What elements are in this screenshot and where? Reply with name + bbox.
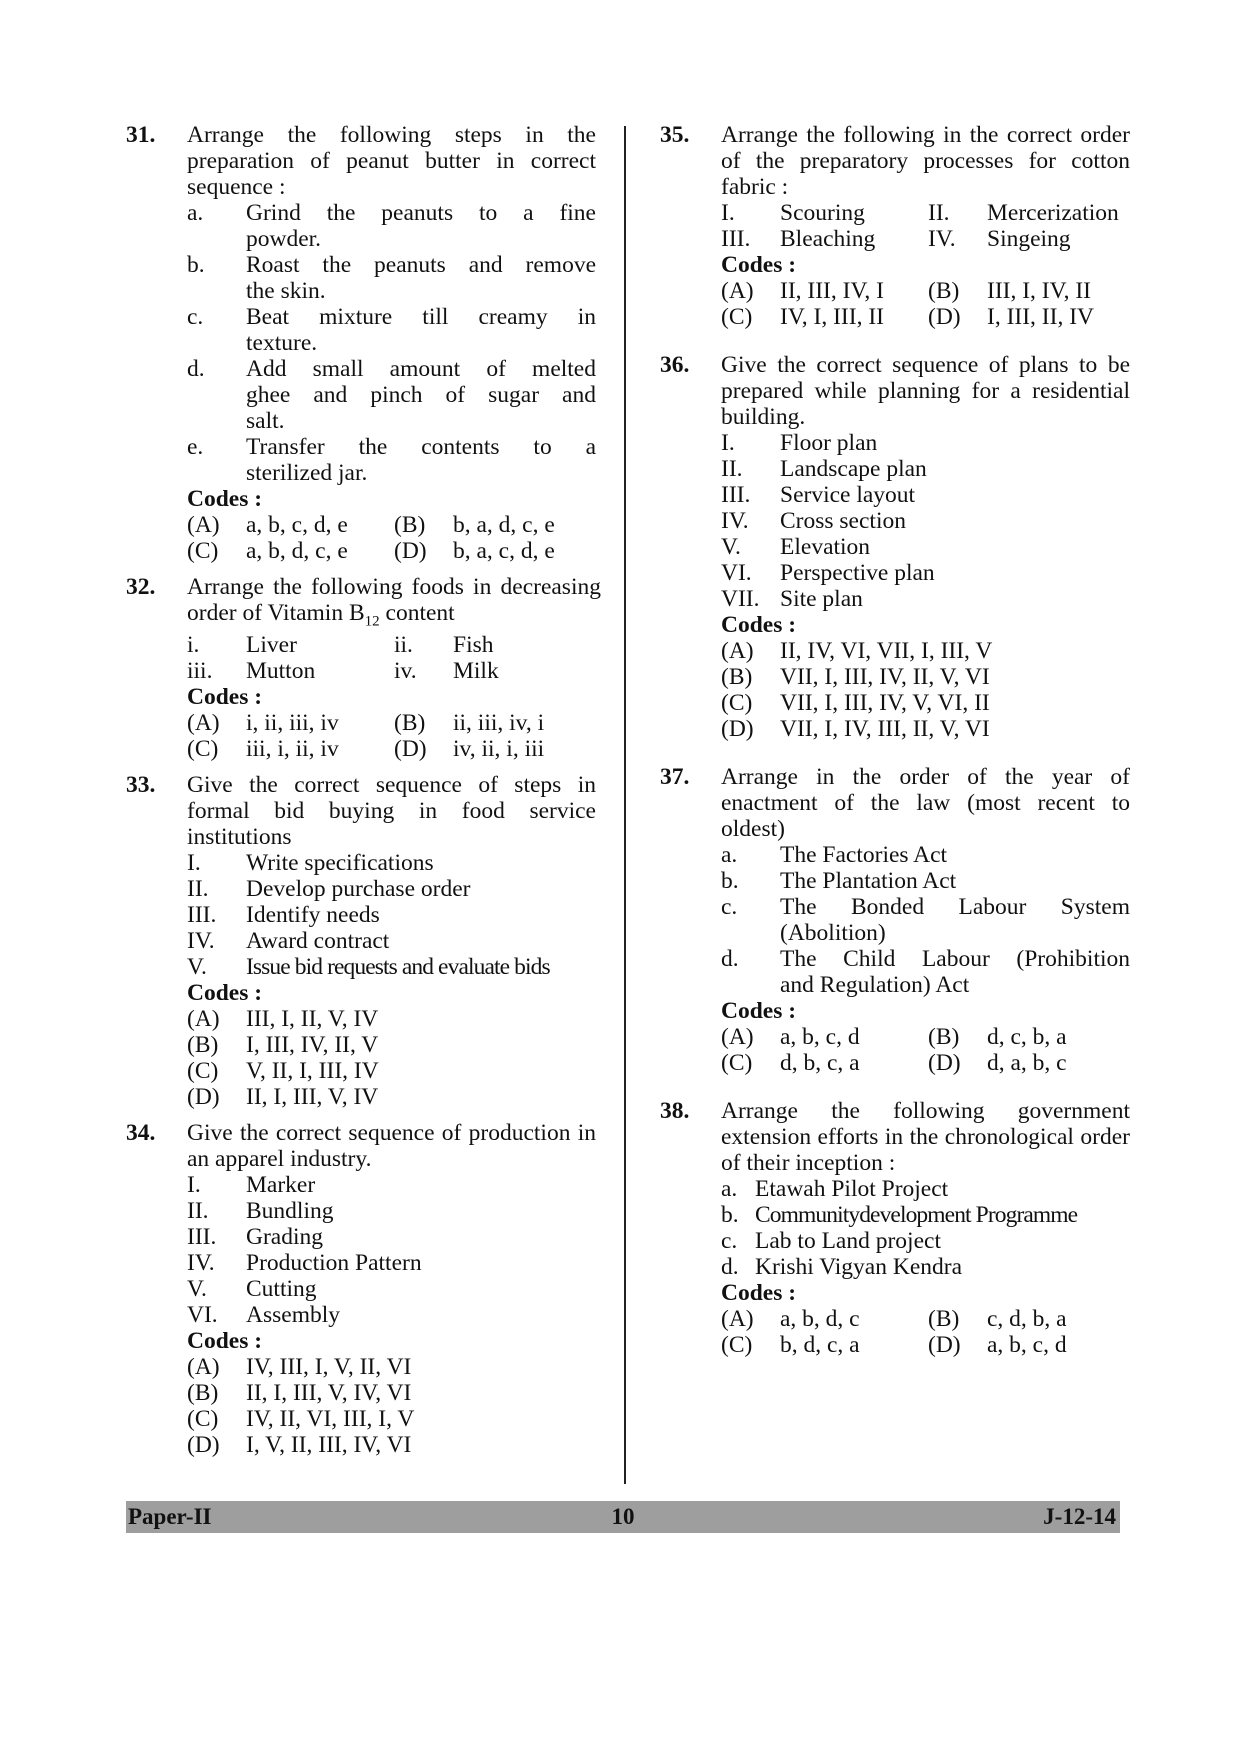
list-item — [187, 632, 394, 658]
item-label: c. — [721, 894, 738, 920]
item-text: Cutting — [246, 1276, 317, 1302]
item-label: iii. — [187, 658, 213, 684]
question-stem: Arrange in the order of the year of enactment of the law (most recent to oldest) — [721, 764, 1130, 842]
item-text: Site plan — [780, 586, 863, 612]
option-b[interactable] — [928, 278, 1130, 304]
question-number: 32. — [126, 574, 156, 600]
item-label: III. — [721, 482, 751, 508]
item-label: VII. — [721, 586, 760, 612]
paper-code: J-12-14 — [1043, 1504, 1116, 1529]
option-c[interactable] — [187, 736, 394, 762]
page-footer — [126, 1501, 1120, 1533]
option-label: (A) — [721, 1024, 754, 1050]
option-a[interactable] — [721, 1024, 928, 1050]
stem-text: Arrange the following foods in decreasing order of Vitamin B — [187, 574, 601, 626]
list-item — [187, 434, 596, 486]
option-c[interactable] — [721, 304, 928, 330]
item-text: salt. — [246, 408, 285, 434]
answer-options — [721, 1024, 1130, 1076]
codes-label: Codes : — [721, 1280, 797, 1306]
option-a[interactable] — [187, 710, 394, 736]
item-text: (Abolition) — [780, 920, 886, 946]
option-text: IV, I, III, II — [780, 304, 884, 330]
option-text: V, II, I, III, IV — [246, 1058, 379, 1084]
option-text: III, I, II, V, IV — [246, 1006, 379, 1032]
option-d[interactable] — [187, 1084, 596, 1110]
answer-options — [187, 710, 596, 762]
left-column — [126, 122, 601, 1468]
list-item — [394, 658, 596, 684]
option-label: (C) — [187, 538, 219, 564]
item-label: e. — [187, 434, 204, 460]
question-number: 34. — [126, 1120, 156, 1146]
item-text: Develop purchase order — [246, 876, 471, 902]
option-text: II, I, III, V, IV, VI — [246, 1380, 412, 1406]
option-text: d, a, b, c — [987, 1050, 1067, 1076]
option-label: (A) — [721, 638, 754, 664]
option-text: a, b, d, c — [780, 1306, 860, 1332]
item-label: III. — [187, 902, 217, 928]
option-label: (C) — [187, 1406, 219, 1432]
item-label: I. — [721, 200, 735, 226]
item-text: Transfer the contents to a — [246, 434, 596, 460]
option-label: (C) — [721, 304, 753, 330]
list-item — [187, 252, 596, 304]
option-d[interactable] — [721, 716, 1130, 742]
question-36 — [660, 352, 1130, 742]
item-label: III. — [721, 226, 751, 252]
option-text: II, IV, VI, VII, I, III, V — [780, 638, 993, 664]
item-label: V. — [187, 1276, 207, 1302]
item-label: d. — [187, 356, 205, 382]
option-label: (C) — [721, 1332, 753, 1358]
option-label: (A) — [187, 710, 220, 736]
list-item — [721, 1202, 1130, 1228]
item-text: Marker — [246, 1172, 316, 1198]
stem-subscript: 12 — [364, 613, 380, 630]
codes-label: Codes : — [721, 252, 797, 278]
question-number: 38. — [660, 1098, 690, 1124]
question-31 — [126, 122, 596, 564]
option-c[interactable] — [187, 538, 394, 564]
option-label: (A) — [187, 1354, 220, 1380]
item-text: Lab to Land project — [755, 1228, 941, 1254]
list-item — [187, 1224, 596, 1250]
list-item — [721, 586, 1130, 612]
question-stem: Give the correct sequence of steps in formal bid buying in food service institutions — [187, 772, 596, 850]
item-label: I. — [721, 430, 735, 456]
option-text: a, b, c, d, e — [246, 512, 348, 538]
option-d[interactable] — [394, 538, 596, 564]
list-item — [187, 1250, 596, 1276]
option-label: (B) — [928, 1306, 960, 1332]
option-d[interactable] — [928, 304, 1130, 330]
item-label: IV. — [721, 508, 749, 534]
option-c[interactable] — [721, 690, 1130, 716]
option-text: IV, III, I, V, II, VI — [246, 1354, 412, 1380]
item-label: I. — [187, 1172, 201, 1198]
option-label: (C) — [721, 1050, 753, 1076]
question-38 — [660, 1098, 1130, 1358]
item-text: Bundling — [246, 1198, 334, 1224]
item-label: IV. — [187, 1250, 215, 1276]
item-label: b. — [721, 1202, 739, 1228]
question-stem: Give the correct sequence of plans to be prepared while planning for a residential building. — [721, 352, 1130, 430]
option-label: (D) — [928, 1050, 961, 1076]
item-text: Assembly — [246, 1302, 340, 1328]
list-item — [721, 868, 1130, 894]
item-label: c. — [187, 304, 204, 330]
list-item — [187, 954, 596, 980]
list-item — [187, 1172, 596, 1198]
list-item — [721, 482, 1130, 508]
item-label: IV. — [187, 928, 215, 954]
item-text: Milk — [453, 658, 499, 684]
item-label: IV. — [928, 226, 956, 252]
list-item — [721, 842, 1130, 868]
item-text: sterilized jar. — [246, 460, 368, 486]
item-text: Production Pattern — [246, 1250, 422, 1276]
question-number: 33. — [126, 772, 156, 798]
codes-label: Codes : — [187, 684, 263, 710]
question-number: 36. — [660, 352, 690, 378]
list-item — [721, 560, 1130, 586]
option-label: (D) — [721, 716, 754, 742]
option-b[interactable] — [394, 512, 596, 538]
option-label: (D) — [187, 1432, 220, 1458]
option-a[interactable] — [721, 1306, 928, 1332]
option-label: (B) — [187, 1032, 219, 1058]
option-label: (D) — [928, 1332, 961, 1358]
list-item — [721, 200, 928, 226]
question-stem: Arrange the following in the correct order of the preparatory processes for cotton fabric : — [721, 122, 1130, 200]
list-item — [721, 226, 928, 252]
page-number: 10 — [611, 1504, 635, 1529]
item-text: and Regulation) Act — [780, 972, 970, 998]
option-text: d, c, b, a — [987, 1024, 1067, 1050]
option-b[interactable] — [187, 1380, 596, 1406]
option-label: (C) — [187, 736, 219, 762]
item-text: The Child Labour (Prohibition — [780, 946, 1130, 972]
option-a[interactable] — [721, 638, 1130, 664]
item-text: Elevation — [780, 534, 871, 560]
list-item — [721, 456, 1130, 482]
item-text: Fish — [453, 632, 494, 658]
item-text: Add small amount of melted — [246, 356, 596, 382]
codes-label: Codes : — [721, 612, 797, 638]
option-text: a, b, c, d — [780, 1024, 860, 1050]
plan-list — [721, 430, 1130, 612]
option-label: (B) — [928, 1024, 960, 1050]
item-text: Krishi Vigyan Kendra — [755, 1254, 963, 1280]
extension-list — [721, 1176, 1130, 1280]
option-b[interactable] — [928, 1024, 1130, 1050]
list-item — [187, 928, 596, 954]
list-item — [721, 1254, 1130, 1280]
option-a[interactable] — [721, 278, 928, 304]
option-text: a, b, c, d — [987, 1332, 1067, 1358]
item-text: Identify needs — [246, 902, 380, 928]
item-text: Scouring — [780, 200, 865, 226]
right-column — [660, 122, 1130, 1368]
option-text: VII, I, IV, III, II, V, VI — [780, 716, 990, 742]
answer-options — [187, 512, 596, 564]
option-label: (B) — [928, 278, 960, 304]
question-34 — [126, 1120, 596, 1458]
option-b[interactable] — [721, 664, 1130, 690]
codes-label: Codes : — [721, 998, 797, 1024]
list-item — [721, 1176, 1130, 1202]
option-label: (A) — [721, 1306, 754, 1332]
item-label: iv. — [394, 658, 417, 684]
item-text: Grind the peanuts to a fine — [246, 200, 596, 226]
option-text: d, b, c, a — [780, 1050, 860, 1076]
list-item — [187, 850, 596, 876]
item-text: Mercerization — [987, 200, 1119, 226]
production-list — [187, 1172, 596, 1328]
question-stem: Arrange the following steps in the preparation of peanut butter in correct sequence : — [187, 122, 596, 200]
question-number: 37. — [660, 764, 690, 790]
option-d[interactable] — [394, 736, 596, 762]
list-item — [187, 658, 394, 684]
option-c[interactable] — [721, 1332, 928, 1358]
item-text: Write specifications — [246, 850, 434, 876]
codes-label: Codes : — [187, 486, 263, 512]
option-text: IV, II, VI, III, I, V — [246, 1406, 415, 1432]
option-a[interactable] — [187, 1006, 596, 1032]
item-text: Etawah Pilot Project — [755, 1176, 949, 1202]
option-label: (A) — [187, 512, 220, 538]
stem-text-end: content — [379, 600, 455, 626]
answer-options — [187, 1354, 596, 1458]
item-label: II. — [187, 1198, 209, 1224]
list-item — [721, 894, 1130, 946]
option-c[interactable] — [721, 1050, 928, 1076]
option-text: I, III, II, IV — [987, 304, 1095, 330]
option-label: (B) — [721, 664, 753, 690]
option-text: iii, i, ii, iv — [246, 736, 339, 762]
item-label: i. — [187, 632, 200, 658]
list-item — [187, 876, 596, 902]
item-text: Singeing — [987, 226, 1071, 252]
item-label: ii. — [394, 632, 413, 658]
answer-options — [187, 1006, 596, 1110]
option-label: (B) — [187, 1380, 219, 1406]
item-text: Floor plan — [780, 430, 878, 456]
question-35 — [660, 122, 1130, 330]
item-text: Roast the peanuts and remove — [246, 252, 596, 278]
option-text: b, a, d, c, e — [453, 512, 555, 538]
question-number: 31. — [126, 122, 156, 148]
item-text: Perspective plan — [780, 560, 935, 586]
option-a[interactable] — [187, 512, 394, 538]
option-text: b, d, c, a — [780, 1332, 860, 1358]
column-divider — [624, 126, 626, 1484]
option-b[interactable] — [394, 710, 596, 736]
question-stem — [187, 574, 601, 630]
item-label: I. — [187, 850, 201, 876]
item-label: VI. — [187, 1302, 218, 1328]
answer-options — [721, 278, 1130, 330]
item-text: Beat mixture till creamy in — [246, 304, 596, 330]
option-c[interactable] — [187, 1406, 596, 1432]
list-item — [928, 200, 1151, 226]
item-label: c. — [721, 1228, 738, 1254]
option-text: I, V, II, III, IV, VI — [246, 1432, 412, 1458]
question-32 — [126, 574, 601, 762]
option-text: VII, I, III, IV, II, V, VI — [780, 664, 990, 690]
item-text: Issue bid requests and evaluate bids — [246, 954, 550, 980]
item-text: powder. — [246, 226, 322, 252]
item-text: Landscape plan — [780, 456, 927, 482]
item-label: a. — [187, 200, 204, 226]
list-item — [187, 1276, 596, 1302]
item-label: a. — [721, 1176, 738, 1202]
item-text: Grading — [246, 1224, 324, 1250]
option-text: II, III, IV, I — [780, 278, 884, 304]
item-label: b. — [721, 868, 739, 894]
option-text: II, I, III, V, IV — [246, 1084, 379, 1110]
list-item — [928, 226, 1151, 252]
process-list — [721, 200, 1151, 252]
list-item — [187, 1198, 596, 1224]
list-item — [394, 632, 596, 658]
option-label: (D) — [187, 1084, 220, 1110]
step-list — [187, 850, 596, 980]
option-c[interactable] — [187, 1058, 596, 1084]
option-label: (C) — [721, 690, 753, 716]
option-label: (D) — [394, 538, 427, 564]
option-a[interactable] — [187, 1354, 596, 1380]
option-label: (A) — [721, 278, 754, 304]
item-text: The Plantation Act — [780, 868, 957, 894]
list-item — [187, 356, 596, 434]
item-text: Cross section — [780, 508, 906, 534]
item-label: b. — [187, 252, 205, 278]
option-d[interactable] — [928, 1050, 1130, 1076]
item-text: Mutton — [246, 658, 316, 684]
option-b[interactable] — [928, 1306, 1130, 1332]
option-label: (A) — [187, 1006, 220, 1032]
answer-options — [721, 1306, 1130, 1358]
item-label: II. — [721, 456, 743, 482]
option-text: i, ii, iii, iv — [246, 710, 339, 736]
item-label: d. — [721, 1254, 739, 1280]
option-text: ii, iii, iv, i — [453, 710, 545, 736]
option-text: I, III, IV, II, V — [246, 1032, 379, 1058]
item-label: VI. — [721, 560, 752, 586]
option-label: (D) — [928, 304, 961, 330]
answer-options — [721, 638, 1130, 742]
item-label: III. — [187, 1224, 217, 1250]
list-item — [721, 946, 1130, 998]
item-text: Service layout — [780, 482, 916, 508]
item-text: The Bonded Labour System — [780, 894, 1130, 920]
paper-label: Paper-II — [128, 1504, 212, 1529]
option-b[interactable] — [187, 1032, 596, 1058]
item-text: Liver — [246, 632, 297, 658]
item-label: V. — [721, 534, 741, 560]
question-33 — [126, 772, 596, 1110]
item-text: The Factories Act — [780, 842, 948, 868]
option-text: iv, ii, i, iii — [453, 736, 545, 762]
list-item — [187, 1302, 596, 1328]
item-label: II. — [928, 200, 950, 226]
option-text: III, I, IV, II — [987, 278, 1091, 304]
question-stem: Arrange the following government extension efforts in the chronological order of their inception : — [721, 1098, 1130, 1176]
option-text: c, d, b, a — [987, 1306, 1067, 1332]
option-label: (B) — [394, 512, 426, 538]
option-label: (C) — [187, 1058, 219, 1084]
item-label: a. — [721, 842, 738, 868]
list-item — [721, 534, 1130, 560]
item-text: ghee and pinch of sugar and — [246, 382, 596, 408]
question-stem: Give the correct sequence of production in an apparel industry. — [187, 1120, 596, 1172]
option-text: a, b, d, c, e — [246, 538, 348, 564]
item-label: V. — [187, 954, 207, 980]
list-item — [721, 430, 1130, 456]
list-item — [187, 902, 596, 928]
item-text: texture. — [246, 330, 318, 356]
list-item — [187, 200, 596, 252]
list-item — [187, 304, 596, 356]
option-text: b, a, c, d, e — [453, 538, 555, 564]
codes-label: Codes : — [187, 1328, 263, 1354]
option-d[interactable] — [187, 1432, 596, 1458]
item-text: Award contract — [246, 928, 390, 954]
question-37 — [660, 764, 1130, 1076]
food-list — [187, 632, 596, 684]
item-text: Bleaching — [780, 226, 876, 252]
list-item — [721, 508, 1130, 534]
item-text: the skin. — [246, 278, 326, 304]
option-text: VII, I, III, IV, V, VI, II — [780, 690, 990, 716]
codes-label: Codes : — [187, 980, 263, 1006]
list-item — [721, 1228, 1130, 1254]
option-label: (B) — [394, 710, 426, 736]
question-number: 35. — [660, 122, 690, 148]
item-label: d. — [721, 946, 739, 972]
item-text: Communitydevelopment Programme — [755, 1202, 1078, 1228]
option-d[interactable] — [928, 1332, 1130, 1358]
item-label: II. — [187, 876, 209, 902]
option-label: (D) — [394, 736, 427, 762]
